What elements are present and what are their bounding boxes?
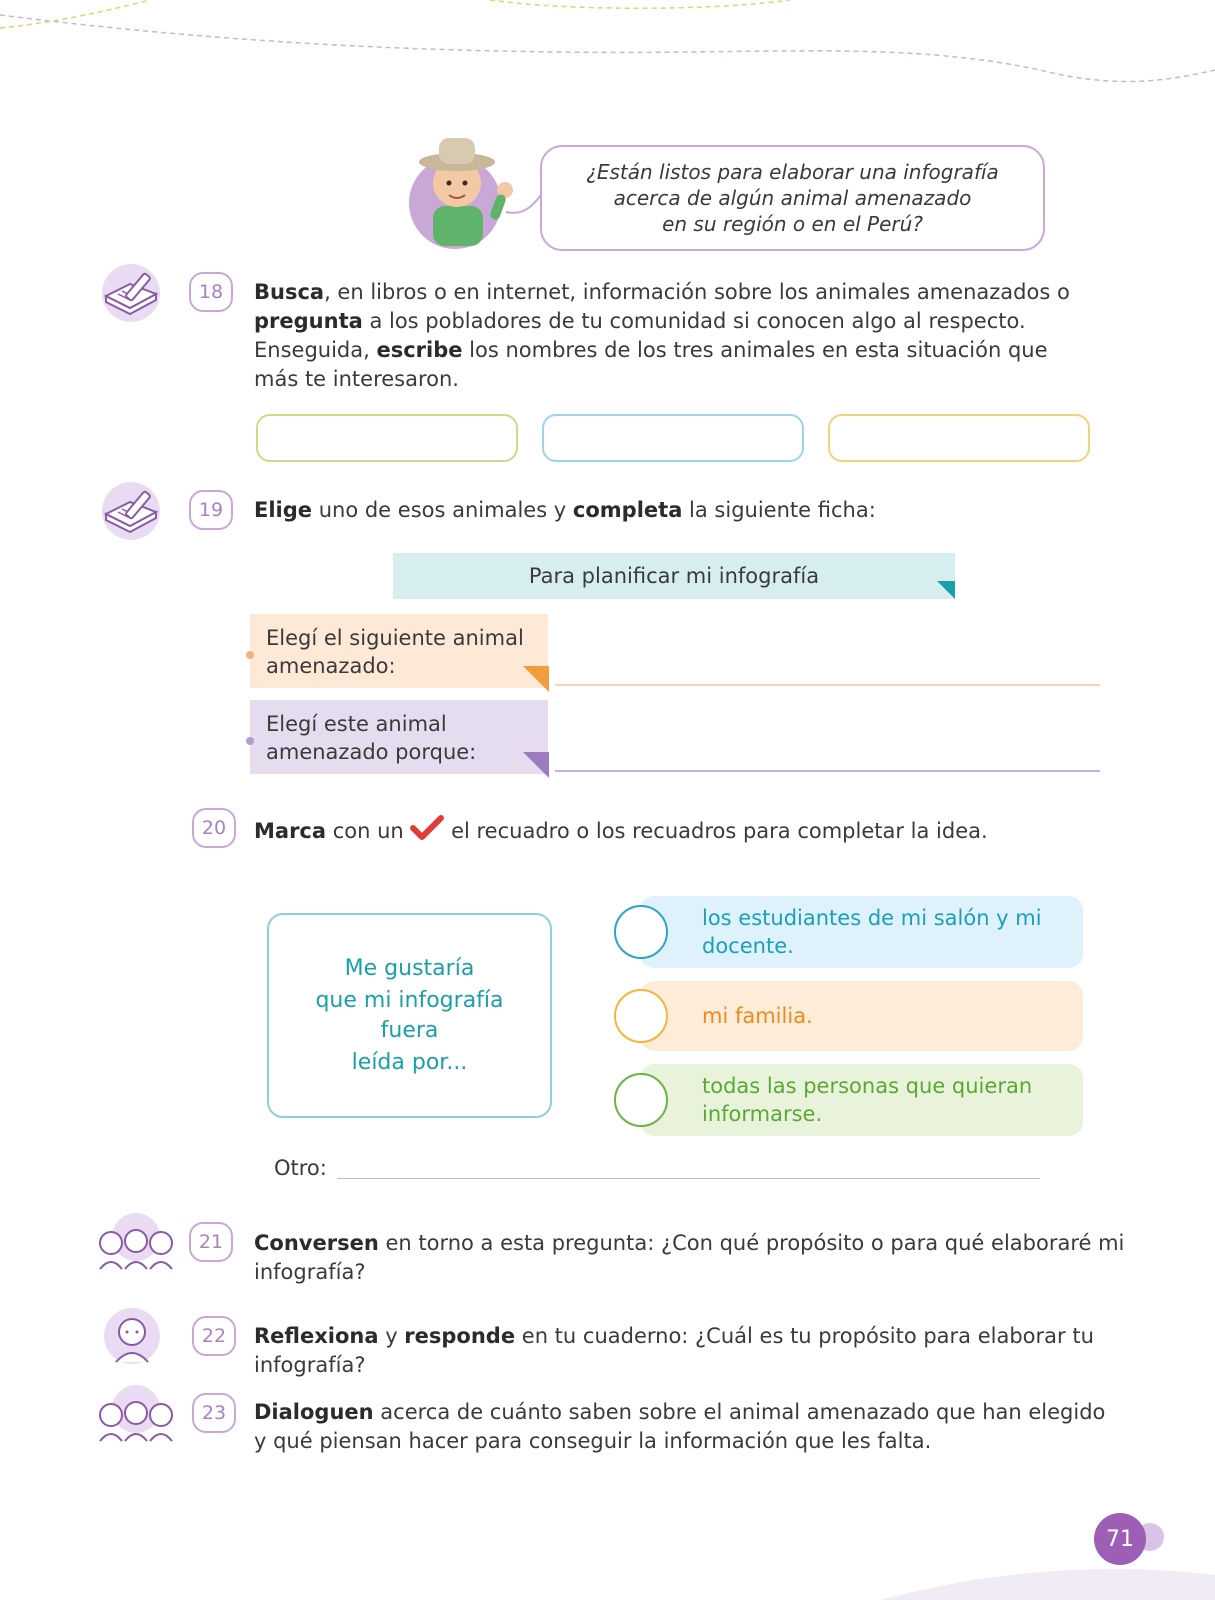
- activity-22-text: Reflexiona y responde en tu cuaderno: ¿Cuál es tu propósito para elaborar tu infografía?: [254, 1324, 1094, 1377]
- idea-line-2: que mi infografía: [315, 987, 504, 1013]
- activity-number-19: 19: [189, 490, 233, 530]
- option-label: todas las personas que quieran informarse.: [702, 1074, 1033, 1126]
- planner-label-animal: Elegí el siguiente animal amenazado:: [250, 614, 548, 688]
- activity-number-22: 22: [192, 1316, 236, 1356]
- speech-bubble: ¿Están listos para elaborar una infografía acerca de algún animal amenazado en su región o en el Perú?: [540, 145, 1045, 251]
- idea-line-4: leída por...: [351, 1049, 468, 1075]
- activity-number-23: 23: [192, 1393, 236, 1433]
- option-label: mi familia.: [702, 1004, 813, 1028]
- idea-line-3: fuera: [380, 1017, 439, 1043]
- option-label: los estudiantes de mi salón y mi docente.: [702, 906, 1042, 958]
- page-number: 71: [1094, 1513, 1146, 1565]
- activity-20-text: Marca con un el recuadro o los recuadros para completar la idea.: [254, 815, 1084, 846]
- activity-23-text: Dialoguen acerca de cuánto saben sobre el animal amenazado que han elegido y qué piensan hacer para conseguir la información que les falta.: [254, 1400, 1106, 1453]
- activity-number-20: 20: [192, 808, 236, 848]
- planner-label-reason: Elegí este animal amenazado porque:: [250, 700, 548, 774]
- activity-number-21: 21: [189, 1222, 233, 1262]
- activity-18-text: Busca, en libros o en internet, información sobre los animales amenazados o pregunta a los pobladores de tu comunidad si conocen algo al respecto. Enseguida, escribe los nombres de los tres animales en esta situación que más te interesaron.: [254, 280, 1070, 391]
- activity-21-text: Conversen en torno a esta pregunta: ¿Con qué propósito o para qué elaboraré mi infografía?: [254, 1231, 1125, 1284]
- other-label: Otro:: [274, 1156, 327, 1180]
- idea-line-1: Me gustaría: [344, 955, 475, 981]
- activity-19-text: Elige uno de esos animales y completa la siguiente ficha:: [254, 498, 876, 522]
- activity-number-18: 18: [189, 272, 233, 312]
- planner-title: Para planificar mi infografía: [393, 553, 955, 599]
